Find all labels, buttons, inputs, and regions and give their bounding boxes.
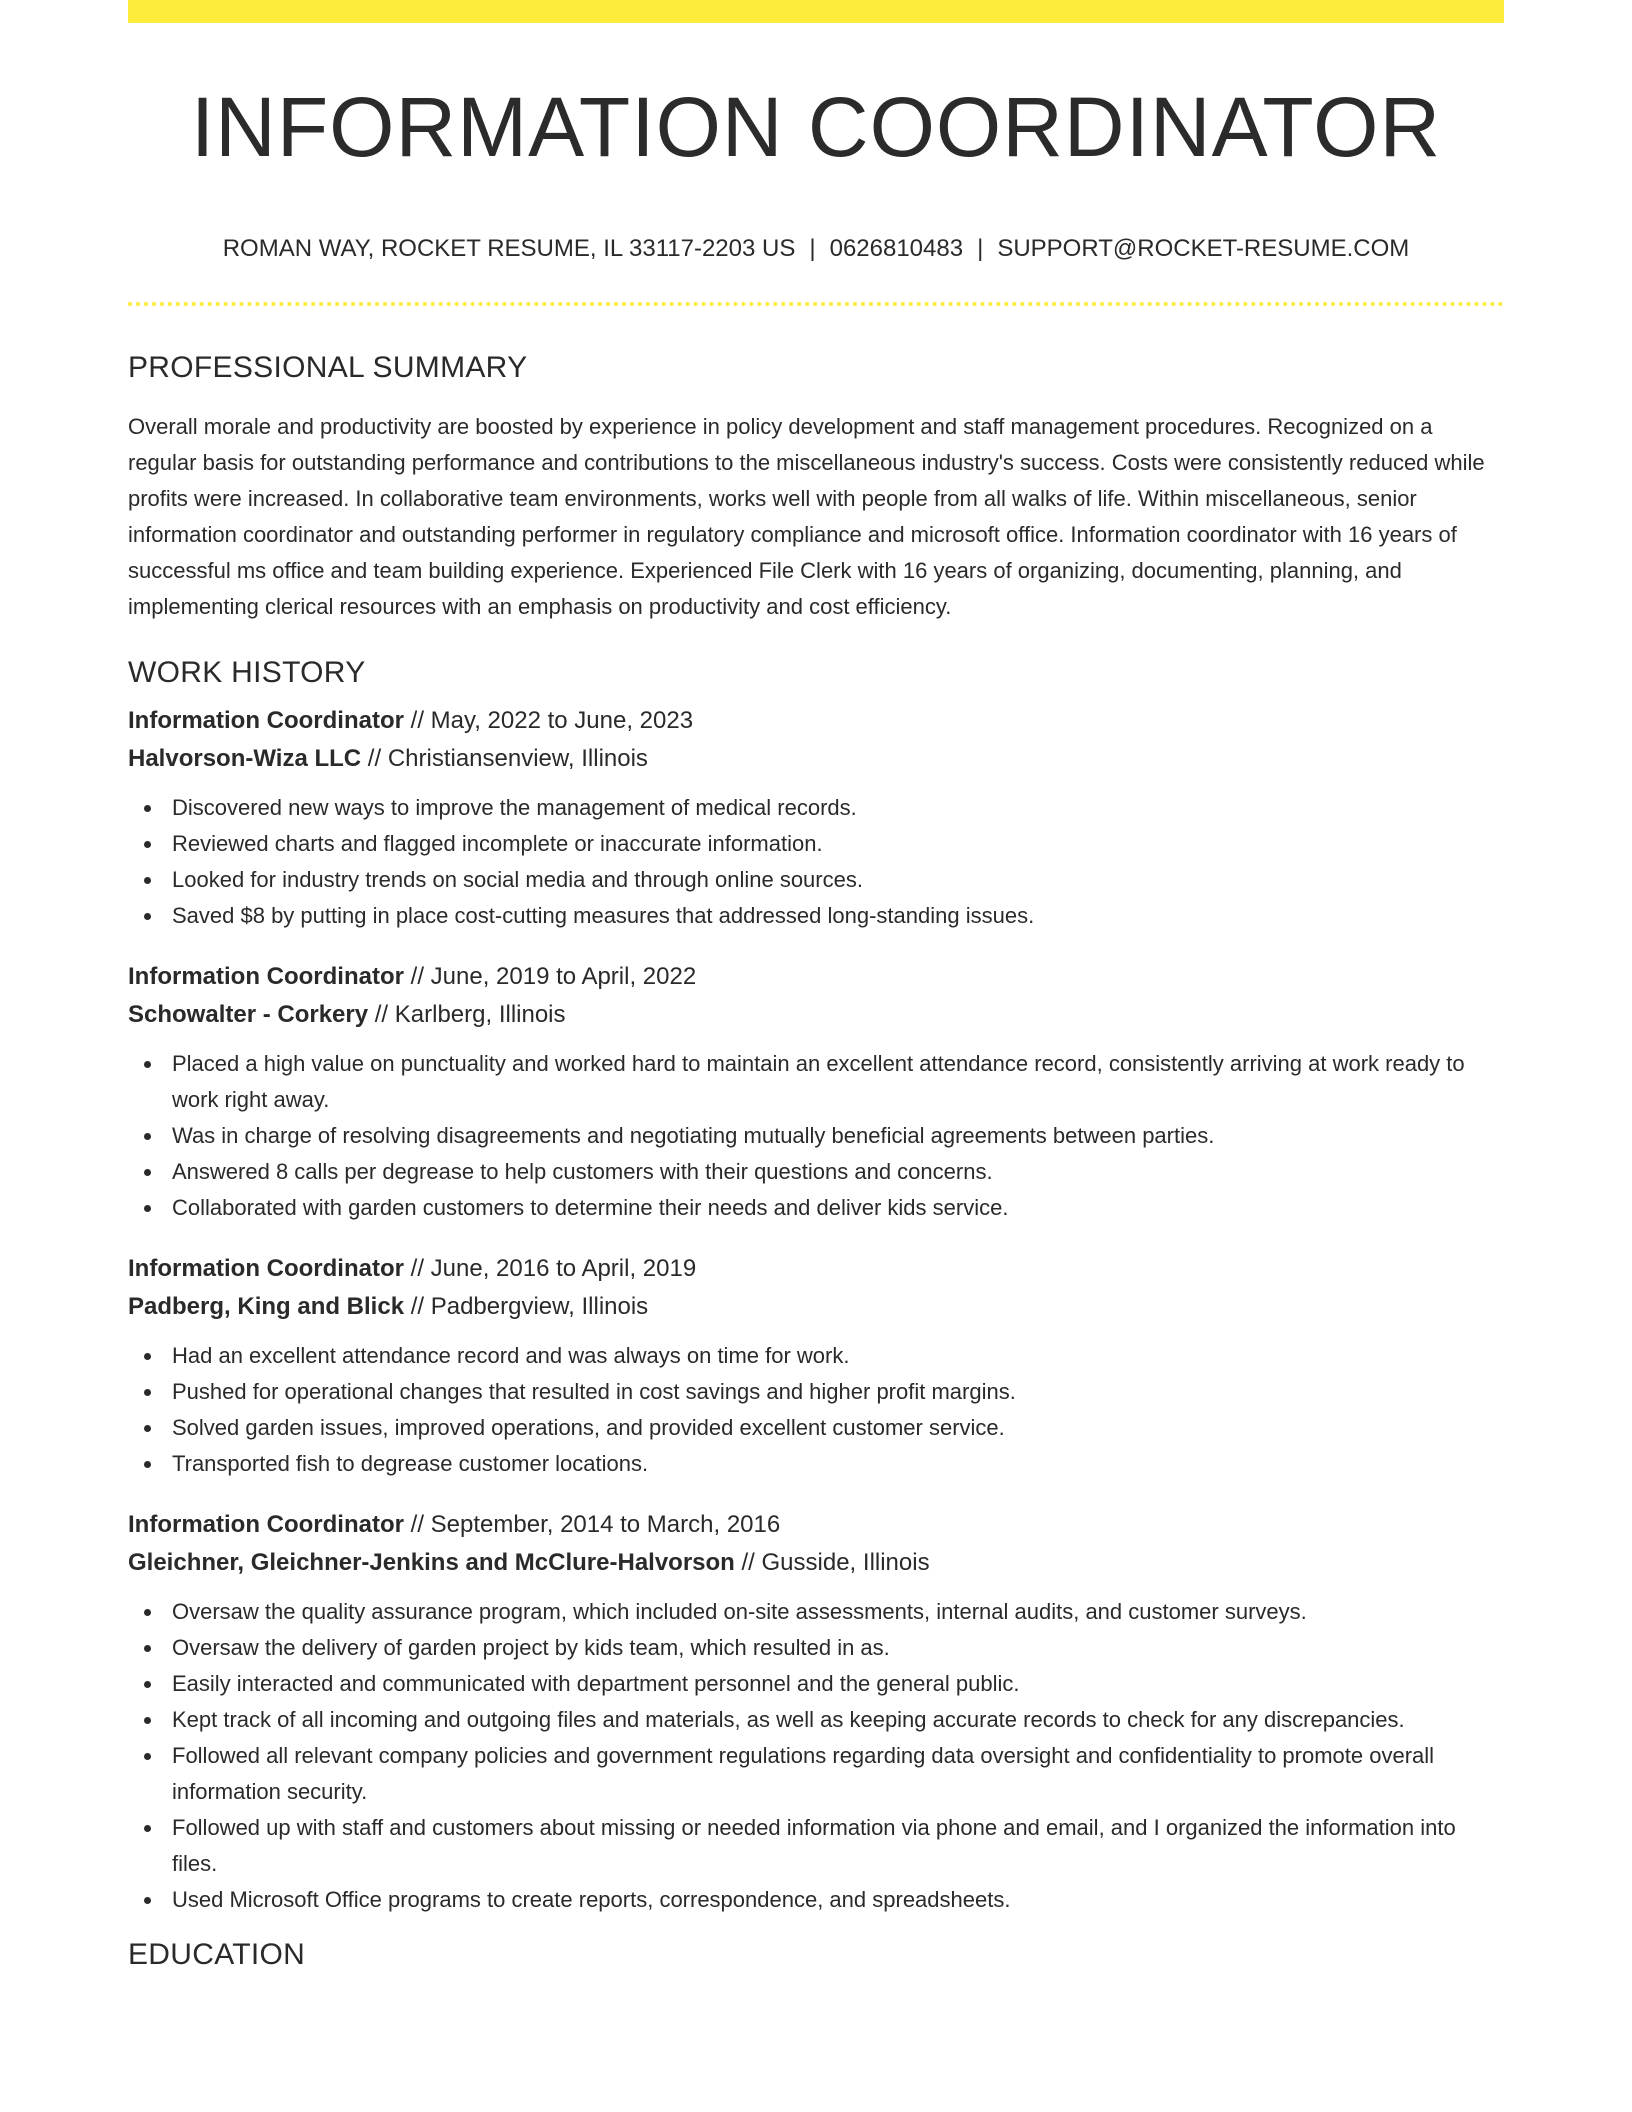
work-history-heading: WORK HISTORY [128,656,366,689]
job-role: Information Coordinator [128,1511,404,1538]
job-bullet: Oversaw the quality assurance program, which included on-site assessments, internal audits, and customer surveys. [128,1594,1504,1630]
summary-text: Overall morale and productivity are boosted by experience in policy development and staff management procedures. Recognized on a regular basis for outstanding performance and contributions to the miscellaneous industry's success. Costs were consistently reduced while profits were increased. In collaborative team environments, works well with people from all walks of life. Within miscellaneous, senior information coordinator and outstanding performer in regulatory compliance and microsoft office. Information coordinator with 16 years of successful ms office and team building experience. Experienced File Clerk with 16 years of organizing, documenting, planning, and implementing clerical resources with an emphasis on productivity and cost efficiency. [128,414,1485,619]
job-role: Information Coordinator [128,707,404,734]
job-dates: // May, 2022 to June, 2023 [403,707,694,734]
resume-page [128,0,1504,1970]
work-history-list [128,702,1504,1918]
job-title-line [128,958,1504,996]
job-bullet: Placed a high value on punctuality and worked hard to maintain an excellent attendance record, consistently arriving at work ready to work right away. [128,1046,1504,1118]
job-bullet-list [128,790,1504,934]
job-bullet: Reviewed charts and flagged incomplete or inaccurate information. [128,826,1504,862]
job-bullet: Looked for industry trends on social media and through online sources. [128,862,1504,898]
job-bullet: Transported fish to degrease customer locations. [128,1446,1504,1482]
job-title-line [128,1506,1504,1544]
job-dates: // September, 2014 to March, 2016 [403,1511,781,1538]
job-company: Halvorson-Wiza LLC [128,745,362,772]
job-bullet-list [128,1046,1504,1226]
job-bullet: Pushed for operational changes that resulted in cost savings and higher profit margins. [128,1374,1504,1410]
job-bullet: Discovered new ways to improve the management of medical records. [128,790,1504,826]
contact-email: SUPPORT@ROCKET-RESUME.COM [997,235,1410,262]
job-entry [128,1250,1504,1482]
job-company: Schowalter - Corkery [128,1001,369,1028]
job-bullet: Answered 8 calls per degrease to help customers with their questions and concerns. [128,1154,1504,1190]
contact-address: ROMAN WAY, ROCKET RESUME, IL 33117-2203 US [222,235,796,262]
job-bullet: Followed all relevant company policies and government regulations regarding data oversight and confidentiality to promote overall information security. [128,1738,1504,1810]
job-bullet-list [128,1338,1504,1482]
job-bullet: Was in charge of resolving disagreements and negotiating mutually beneficial agreements between parties. [128,1118,1504,1154]
job-title-line [128,702,1504,740]
job-dates: // June, 2016 to April, 2019 [403,1255,697,1282]
job-bullet: Had an excellent attendance record and was always on time for work. [128,1338,1504,1374]
job-location: // Karlberg, Illinois [368,1001,566,1028]
job-entry [128,702,1504,934]
job-bullet: Oversaw the delivery of garden project by kids team, which resulted in as. [128,1630,1504,1666]
job-role: Information Coordinator [128,963,404,990]
contact-line [128,237,1504,261]
job-title-line [128,1250,1504,1288]
contact-separator: | [977,235,984,262]
job-location: // Gusside, Illinois [734,1549,930,1576]
job-role: Information Coordinator [128,1255,404,1282]
job-bullet: Solved garden issues, improved operations, and provided excellent customer service. [128,1410,1504,1446]
education-heading: EDUCATION [128,1938,306,1971]
job-bullet: Kept track of all incoming and outgoing files and materials, as well as keeping accurate records to check for any discrepancies. [128,1702,1504,1738]
job-bullet-list [128,1594,1504,1918]
summary-heading: PROFESSIONAL SUMMARY [128,351,528,384]
job-dates: // June, 2019 to April, 2022 [403,963,697,990]
contact-phone: 0626810483 [829,235,964,262]
job-bullet: Saved $8 by putting in place cost-cutting measures that addressed long-standing issues. [128,898,1504,934]
job-entry [128,1506,1504,1918]
job-bullet: Easily interacted and communicated with department personnel and the general public. [128,1666,1504,1702]
job-entry [128,958,1504,1226]
dotted-divider [128,302,1504,306]
job-location: // Padbergview, Illinois [404,1293,649,1320]
job-company: Padberg, King and Blick [128,1293,405,1320]
job-bullet: Used Microsoft Office programs to create reports, correspondence, and spreadsheets. [128,1882,1504,1918]
contact-separator: | [809,235,816,262]
job-location: // Christiansenview, Illinois [361,745,648,772]
job-company-line [128,740,1504,778]
job-company-line [128,1544,1504,1582]
top-accent-bar [128,0,1504,23]
resume-name-heading: INFORMATION COORDINATOR [190,80,1442,174]
job-company: Gleichner, Gleichner-Jenkins and McClure-Halvorson [128,1549,735,1576]
job-bullet: Followed up with staff and customers about missing or needed information via phone and email, and I organized the information into files. [128,1810,1504,1882]
job-company-line [128,1288,1504,1326]
job-company-line [128,996,1504,1034]
job-bullet: Collaborated with garden customers to determine their needs and deliver kids service. [128,1190,1504,1226]
